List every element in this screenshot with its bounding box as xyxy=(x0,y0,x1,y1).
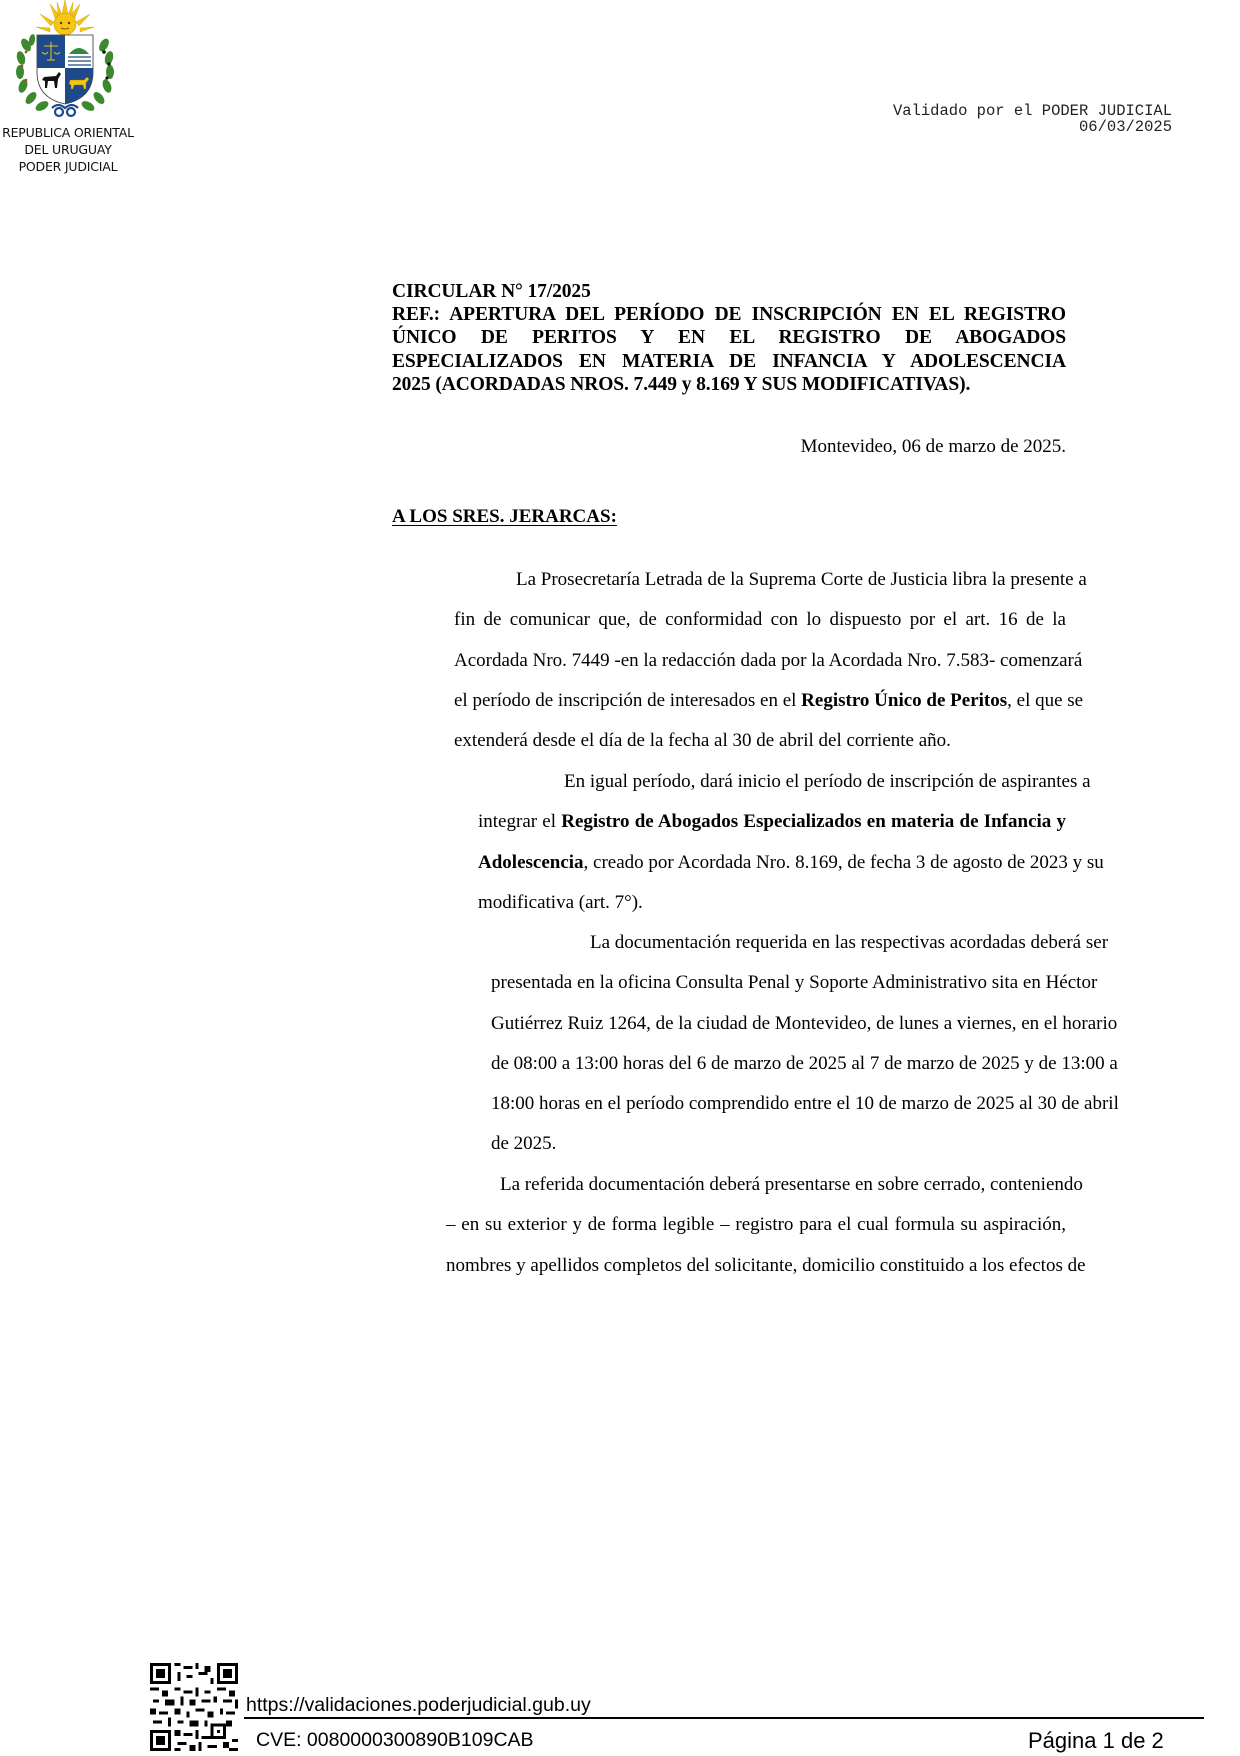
qr-code-icon xyxy=(150,1663,238,1751)
text-run: fin de comunicar que, de conformidad con lo dispuesto por el art. 16 de la xyxy=(454,609,1066,631)
paragraph-line xyxy=(392,721,1066,761)
paragraph-line xyxy=(392,681,1084,721)
paragraph-4 xyxy=(392,1165,1086,1286)
text-run: La Prosecretaría Letrada de la Suprema Corte de Justicia libra la presente a xyxy=(516,569,1087,590)
emblem-line-3: PODER JUDICIAL xyxy=(18,159,118,174)
paragraph-1 xyxy=(392,560,1087,761)
circular-number: CIRCULAR N° 17/2025 xyxy=(392,281,591,302)
document-date: Montevideo, 06 de marzo de 2025. xyxy=(800,436,1066,457)
validation-text: Validado por el PODER JUDICIAL xyxy=(892,102,1172,120)
coat-of-arms-icon xyxy=(12,0,122,122)
paragraph-line xyxy=(392,762,1091,802)
validation-date: 06/03/2025 xyxy=(1078,118,1172,136)
text-run: el período de inscripción de interesados en el xyxy=(454,689,802,711)
paragraph-line xyxy=(392,560,1087,600)
text-run: modificativa (art. 7°). xyxy=(478,891,643,913)
paragraph-line xyxy=(392,1124,1066,1164)
footer-divider xyxy=(244,1717,1204,1719)
paragraph-line xyxy=(392,802,1066,842)
cve-code: CVE: 0080000300890B109CAB xyxy=(256,1729,534,1751)
paragraph-2 xyxy=(392,762,1104,923)
text-run: , creado por Acordada Nro. 8.169, de fecha 3 de agosto de 2023 y su xyxy=(583,851,1104,873)
paragraph-line xyxy=(392,600,1066,640)
text-run: Gutiérrez Ruiz 1264, de la ciudad de Montevideo, de lunes a viernes, en el horario xyxy=(491,1012,1118,1034)
text-run: integrar el xyxy=(478,811,562,833)
emblem-line-1: REPUBLICA ORIENTAL xyxy=(2,125,134,140)
text-run: La documentación requerida en las respectivas acordadas deberá ser xyxy=(590,932,1109,953)
paragraph-line xyxy=(392,1165,1083,1205)
paragraph-line xyxy=(392,641,1083,681)
text-run: , el que se xyxy=(1007,689,1084,711)
text-run: En igual período, dará inicio el período de inscripción de aspirantes a xyxy=(564,771,1091,792)
reference-line-2: ÚNICO DE PERITOS Y EN EL REGISTRO DE ABOGADOS xyxy=(392,327,1066,349)
paragraph-line xyxy=(392,1004,1118,1044)
page-number: Página 1 de 2 xyxy=(1028,1728,1164,1753)
paragraph-line xyxy=(392,963,1098,1003)
paragraph-3 xyxy=(392,923,1119,1165)
text-run: La referida documentación deberá presentarse en sobre cerrado, conteniendo xyxy=(500,1174,1083,1195)
text-run: presentada en la oficina Consulta Penal y Soporte Administrativo sita en Héctor xyxy=(491,972,1098,994)
paragraph-line xyxy=(392,1205,1066,1245)
paragraph-line xyxy=(392,923,1109,963)
reference-line-4: 2025 (ACORDADAS NROS. 7.449 y 8.169 Y SUS MODIFICATIVAS). xyxy=(392,373,971,395)
validation-stamp xyxy=(893,103,1172,135)
paragraph-line xyxy=(392,883,1066,923)
coat-of-arms-logo xyxy=(0,0,140,180)
text-run: – en su exterior y de forma legible – registro para el cual formula su aspiración, xyxy=(446,1214,1066,1236)
bold-text-run: Registro de Abogados Especializados en materia de Infancia y xyxy=(561,811,1067,833)
paragraph-line xyxy=(392,1246,1086,1286)
salutation: A LOS SRES. JERARCAS: xyxy=(392,506,617,527)
bold-text-run: Registro Único de Peritos xyxy=(801,689,1008,711)
text-run: nombres y apellidos completos del solicitante, domicilio constituido a los efectos de xyxy=(446,1254,1086,1276)
reference-line-3: ESPECIALIZADOS EN MATERIA DE INFANCIA Y ADOLESCENCIA xyxy=(392,350,1066,372)
circular-title-block xyxy=(392,280,1066,396)
text-run: Acordada Nro. 7449 -en la redacción dada por la Acordada Nro. 7.583- comenzará xyxy=(454,649,1083,671)
text-run: de 08:00 a 13:00 horas del 6 de marzo de 2025 al 7 de marzo de 2025 y de 13:00 a xyxy=(491,1052,1118,1074)
text-run: extenderá desde el día de la fecha al 30 de abril del corriente año. xyxy=(454,730,951,752)
text-run: de 2025. xyxy=(491,1133,557,1155)
paragraph-line xyxy=(392,1044,1118,1084)
validation-url-link[interactable]: https://validaciones.poderjudicial.gub.uy xyxy=(246,1694,591,1716)
paragraph-line xyxy=(392,1084,1119,1124)
bold-text-run: Adolescencia xyxy=(478,851,584,873)
paragraph-line xyxy=(392,843,1104,883)
emblem-line-2: DEL URUGUAY xyxy=(24,142,112,157)
text-run: 18:00 horas en el período comprendido entre el 10 de marzo de 2025 al 30 de abril xyxy=(491,1093,1119,1115)
reference-line-1: REF.: APERTURA DEL PERÍODO DE INSCRIPCIÓN EN EL REGISTRO xyxy=(392,304,1066,326)
qr-code-graphic xyxy=(150,1663,238,1751)
